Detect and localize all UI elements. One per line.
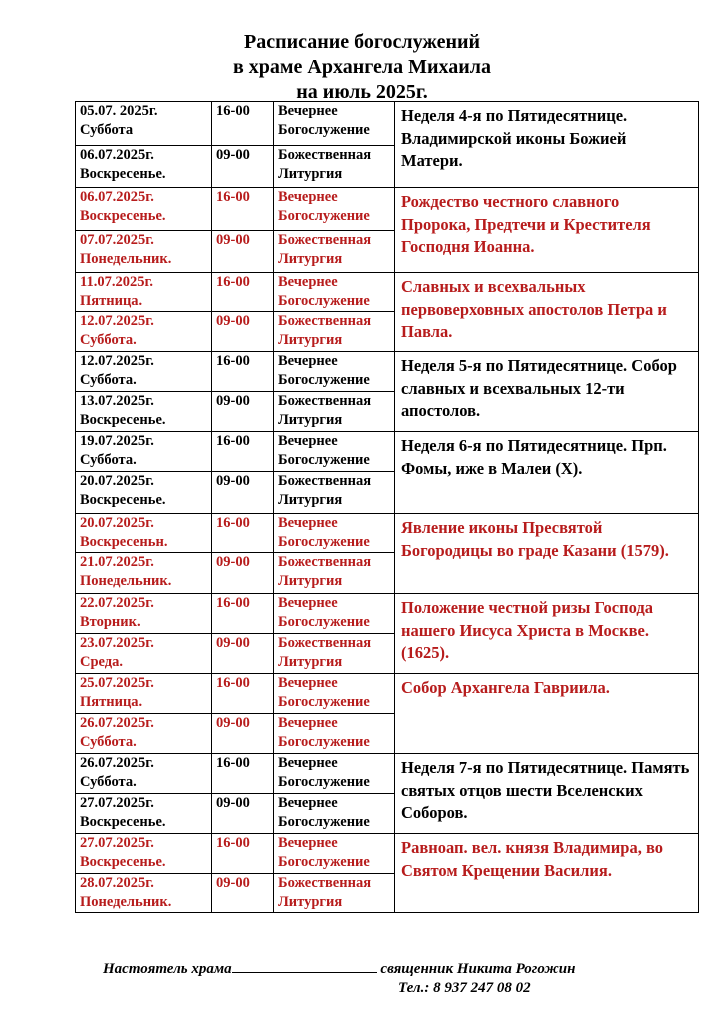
date-cell	[76, 714, 212, 754]
service-line-1: Вечернее	[278, 795, 338, 811]
table-row	[76, 754, 699, 794]
time-cell: 09-00	[212, 231, 274, 273]
date-cell	[76, 514, 212, 553]
service-line-1: Божественная	[278, 313, 372, 329]
date-cell	[76, 273, 212, 312]
time-cell: 16-00	[212, 834, 274, 874]
weekday-text: Воскресенье.	[80, 166, 166, 182]
service-line-2: Богослужение	[278, 293, 370, 309]
weekday-text: Воскресенье.	[80, 492, 166, 508]
service-line-1: Божественная	[278, 473, 372, 489]
service-line-1: Вечернее	[278, 189, 338, 205]
schedule-table	[75, 101, 699, 913]
weekday-text: Воскресенье.	[80, 412, 166, 428]
weekday-text: Понедельник.	[80, 573, 172, 589]
service-cell	[274, 794, 395, 834]
date-text: 26.07.2025г.	[80, 715, 154, 731]
feast-cell: Равноап. вел. князя Владимира, во Святом Крещении Василия.	[395, 834, 699, 913]
date-text: 25.07.2025г.	[80, 675, 154, 691]
time-cell: 09-00	[212, 714, 274, 754]
service-cell	[274, 594, 395, 634]
service-line-2: Богослужение	[278, 122, 370, 138]
rector-line	[103, 960, 575, 978]
weekday-text: Суббота.	[80, 452, 137, 468]
weekday-text: Суббота.	[80, 734, 137, 750]
service-line-2: Богослужение	[278, 614, 370, 630]
date-cell	[76, 352, 212, 392]
service-cell	[274, 754, 395, 794]
service-line-2: Богослужение	[278, 694, 370, 710]
weekday-text: Суббота.	[80, 774, 137, 790]
title-line-3: на июль 2025г.	[296, 81, 428, 103]
date-text: 12.07.2025г.	[80, 313, 154, 329]
service-cell	[274, 146, 395, 188]
service-cell	[274, 188, 395, 231]
service-line-1: Божественная	[278, 393, 372, 409]
date-text: 13.07.2025г.	[80, 393, 154, 409]
feast-cell: Положение честной ризы Господа нашего Иисуса Христа в Москве. (1625).	[395, 594, 699, 674]
feast-cell: Явление иконы Пресвятой Богородицы во граде Казани (1579).	[395, 514, 699, 594]
service-line-2: Литургия	[278, 492, 343, 508]
service-cell	[274, 273, 395, 312]
schedule-body	[76, 102, 699, 913]
feast-cell: Рождество честного славного Пророка, Предтечи и Крестителя Господня Иоанна.	[395, 188, 699, 273]
service-line-2: Богослужение	[278, 854, 370, 870]
table-row	[76, 594, 699, 634]
date-cell	[76, 874, 212, 913]
service-line-2: Богослужение	[278, 814, 370, 830]
time-cell: 16-00	[212, 674, 274, 714]
table-row	[76, 352, 699, 392]
weekday-text: Воскресенье.	[80, 814, 166, 830]
service-line-2: Литургия	[278, 573, 343, 589]
service-line-2: Литургия	[278, 166, 343, 182]
feast-cell: Славных и всехвальных первоверховных апостолов Петра и Павла.	[395, 273, 699, 352]
service-line-2: Литургия	[278, 654, 343, 670]
weekday-text: Суббота	[80, 122, 134, 138]
table-row	[76, 514, 699, 553]
phone-line: Тел.: 8 937 247 08 02	[398, 980, 531, 996]
time-cell: 16-00	[212, 754, 274, 794]
date-text: 19.07.2025г.	[80, 433, 154, 449]
service-line-2: Богослужение	[278, 534, 370, 550]
service-line-1: Божественная	[278, 554, 372, 570]
service-cell	[274, 714, 395, 754]
date-cell	[76, 392, 212, 432]
date-text: 06.07.2025г.	[80, 147, 154, 163]
table-row	[76, 432, 699, 472]
date-cell	[76, 834, 212, 874]
date-text: 21.07.2025г.	[80, 554, 154, 570]
date-cell	[76, 594, 212, 634]
feast-cell: Неделя 7-я по Пятидесятнице. Память святых отцов шести Вселенских Соборов.	[395, 754, 699, 834]
date-cell	[76, 312, 212, 352]
feast-cell: Собор Архангела Гавриила.	[395, 674, 699, 754]
weekday-text: Суббота.	[80, 332, 137, 348]
date-cell	[76, 674, 212, 714]
date-cell	[76, 231, 212, 273]
date-text: 06.07.2025г.	[80, 189, 154, 205]
time-cell: 09-00	[212, 146, 274, 188]
table-row	[76, 188, 699, 231]
service-line-1: Вечернее	[278, 433, 338, 449]
date-text: 20.07.2025г.	[80, 515, 154, 531]
title-line-1: Расписание богослужений	[243, 31, 481, 53]
date-text: 23.07.2025г.	[80, 635, 154, 651]
table-row	[76, 674, 699, 714]
table-row	[76, 102, 699, 146]
service-line-2: Литургия	[278, 412, 343, 428]
time-cell: 09-00	[212, 553, 274, 594]
time-cell: 16-00	[212, 352, 274, 392]
weekday-text: Понедельник.	[80, 251, 172, 267]
title-line-2: в храме Архангела Михаила	[232, 56, 492, 78]
service-line-2: Литургия	[278, 332, 343, 348]
date-cell	[76, 472, 212, 514]
service-line-1: Божественная	[278, 875, 372, 891]
feast-cell: Неделя 6-я по Пятидесятнице. Прп. Фомы, иже в Малеи (X).	[395, 432, 699, 514]
service-cell	[274, 514, 395, 553]
service-cell	[274, 834, 395, 874]
date-text: 22.07.2025г.	[80, 595, 154, 611]
service-cell	[274, 634, 395, 674]
service-line-1: Вечернее	[278, 103, 338, 119]
service-cell	[274, 874, 395, 913]
service-cell	[274, 102, 395, 146]
date-text: 26.07.2025г.	[80, 755, 154, 771]
time-cell: 16-00	[212, 188, 274, 231]
weekday-text: Воскресеньн.	[80, 534, 168, 550]
time-cell: 16-00	[212, 432, 274, 472]
date-text: 28.07.2025г.	[80, 875, 154, 891]
service-cell	[274, 674, 395, 714]
date-text: 07.07.2025г.	[80, 232, 154, 248]
service-line-1: Вечернее	[278, 755, 338, 771]
service-line-1: Божественная	[278, 232, 372, 248]
time-cell: 16-00	[212, 514, 274, 553]
table-row	[76, 834, 699, 874]
feast-cell: Неделя 5-я по Пятидесятнице. Собор славных и всехвальных 12-ти апостолов.	[395, 352, 699, 432]
service-line-1: Вечернее	[278, 274, 338, 290]
date-text: 20.07.2025г.	[80, 473, 154, 489]
date-text: 12.07.2025г.	[80, 353, 154, 369]
rector-label: Настоятель храма	[103, 961, 232, 977]
signature-line	[232, 960, 377, 973]
service-line-2: Богослужение	[278, 774, 370, 790]
time-cell: 16-00	[212, 102, 274, 146]
time-cell: 16-00	[212, 594, 274, 634]
time-cell: 09-00	[212, 634, 274, 674]
date-text: 05.07. 2025г.	[80, 103, 158, 119]
service-cell	[274, 352, 395, 392]
service-line-1: Вечернее	[278, 353, 338, 369]
date-cell	[76, 634, 212, 674]
service-cell	[274, 312, 395, 352]
time-cell: 16-00	[212, 273, 274, 312]
weekday-text: Вторник.	[80, 614, 141, 630]
service-line-1: Вечернее	[278, 515, 338, 531]
service-cell	[274, 553, 395, 594]
service-line-1: Божественная	[278, 147, 372, 163]
weekday-text: Среда.	[80, 654, 123, 670]
date-cell	[76, 553, 212, 594]
service-line-2: Богослужение	[278, 372, 370, 388]
time-cell: 09-00	[212, 794, 274, 834]
weekday-text: Пятница.	[80, 293, 143, 309]
table-row	[76, 273, 699, 312]
service-line-1: Вечернее	[278, 835, 338, 851]
service-cell	[274, 432, 395, 472]
date-cell	[76, 188, 212, 231]
date-cell	[76, 432, 212, 472]
service-line-2: Литургия	[278, 894, 343, 910]
time-cell: 09-00	[212, 472, 274, 514]
service-line-1: Божественная	[278, 635, 372, 651]
date-cell	[76, 754, 212, 794]
weekday-text: Пятница.	[80, 694, 143, 710]
service-cell	[274, 392, 395, 432]
date-cell	[76, 102, 212, 146]
service-cell	[274, 472, 395, 514]
time-cell: 09-00	[212, 874, 274, 913]
priest-name: священник Никита Рогожин	[380, 961, 576, 977]
service-line-1: Вечернее	[278, 675, 338, 691]
date-cell	[76, 794, 212, 834]
weekday-text: Понедельник.	[80, 894, 172, 910]
weekday-text: Суббота.	[80, 372, 137, 388]
service-line-1: Вечернее	[278, 715, 338, 731]
time-cell: 09-00	[212, 392, 274, 432]
service-line-2: Богослужение	[278, 208, 370, 224]
weekday-text: Воскресенье.	[80, 208, 166, 224]
date-text: 27.07.2025г.	[80, 795, 154, 811]
service-line-2: Богослужение	[278, 734, 370, 750]
service-cell	[274, 231, 395, 273]
document-title	[0, 30, 724, 105]
time-cell: 09-00	[212, 312, 274, 352]
date-text: 11.07.2025г.	[80, 274, 154, 290]
service-line-2: Литургия	[278, 251, 343, 267]
date-text: 27.07.2025г.	[80, 835, 154, 851]
service-line-1: Вечернее	[278, 595, 338, 611]
feast-cell: Неделя 4-я по Пятидесятнице. Владимирской иконы Божией Матери.	[395, 102, 699, 188]
service-line-2: Богослужение	[278, 452, 370, 468]
weekday-text: Воскресенье.	[80, 854, 166, 870]
date-cell	[76, 146, 212, 188]
